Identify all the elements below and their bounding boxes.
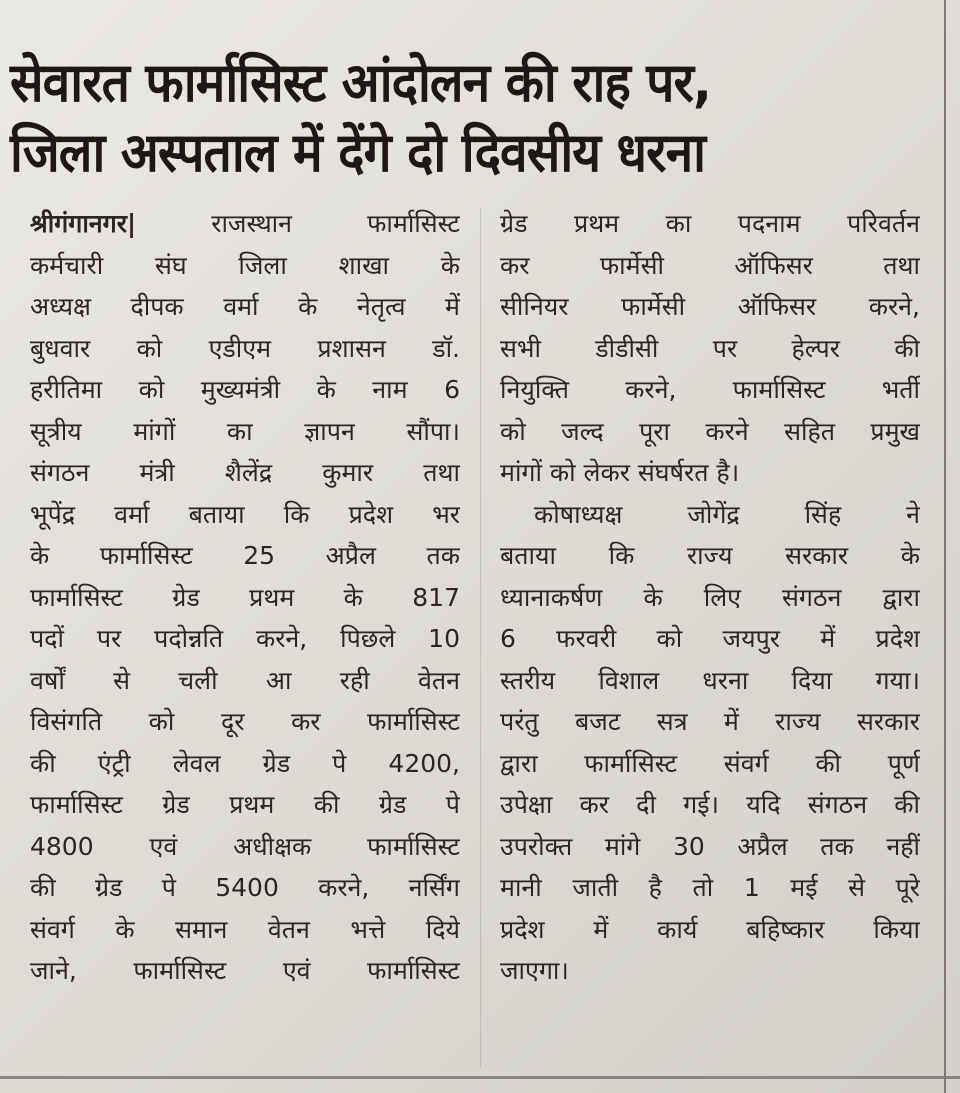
article-column-right xyxy=(500,203,920,992)
body-line: नियुक्ति करने, फार्मासिस्ट भर्ती xyxy=(500,375,920,404)
article-column-left xyxy=(30,203,460,992)
body-line: संवर्ग के समान वेतन भत्ते दिये xyxy=(30,914,460,944)
body-line: की एंट्री लेवल ग्रेड पे 4200, xyxy=(30,748,460,778)
headline xyxy=(10,48,875,188)
body-line: के फार्मासिस्ट 25 अप्रैल तक xyxy=(30,541,460,570)
body-line: हरीतिमा को मुख्यमंत्री के नाम 6 xyxy=(30,375,460,404)
body-line: पदों पर पदोन्नति करने, पिछले 10 xyxy=(30,624,460,653)
right-rule xyxy=(944,0,946,1093)
body-line: कर्मचारी संघ जिला शाखा के xyxy=(30,250,460,280)
body-line: 6 फरवरी को जयपुर में प्रदेश xyxy=(500,624,920,653)
body-line: सभी डीडीसी पर हेल्पर की xyxy=(500,333,920,363)
body-line: की ग्रेड पे 5400 करने, नर्सिंग xyxy=(30,873,460,902)
body-line: फार्मासिस्ट ग्रेड प्रथम के 817 xyxy=(30,582,460,612)
body-line: मानी जाती है तो 1 मई से पूरे xyxy=(500,873,920,902)
body-line: फार्मासिस्ट ग्रेड प्रथम की ग्रेड पे xyxy=(30,790,460,819)
body-line: संगठन मंत्री शैलेंद्र कुमार तथा xyxy=(30,458,460,487)
body-line: बुधवार को एडीएम प्रशासन डॉ. xyxy=(30,333,460,363)
body-line: ध्यानाकर्षण के लिए संगठन द्वारा xyxy=(500,582,920,612)
body-line: उपरोक्त मांगे 30 अप्रैल तक नहीं xyxy=(500,831,920,861)
body-line: द्वारा फार्मासिस्ट संवर्ग की पूर्ण xyxy=(500,748,920,778)
body-line: मांगों को लेकर संघर्षरत है। xyxy=(500,458,740,487)
bottom-rule xyxy=(0,1076,960,1079)
body-line: 4800 एवं अधीक्षक फार्मासिस्ट xyxy=(30,831,460,861)
body-line: जाएगा। xyxy=(500,956,569,985)
body-line: कर फार्मेसी ऑफिसर तथा xyxy=(500,250,920,280)
dateline: श्रीगंगानगर| xyxy=(30,209,137,238)
body-line: परंतु बजट सत्र में राज्य सरकार xyxy=(500,707,920,736)
headline-line-1: सेवारत फार्मासिस्ट आंदोलन की राह पर, xyxy=(10,51,711,114)
body-line: जाने, फार्मासिस्ट एवं फार्मासिस्ट xyxy=(30,956,460,985)
body-line: ग्रेड प्रथम का पदनाम परिवर्तन xyxy=(500,209,920,238)
body-line: उपेक्षा कर दी गई। यदि संगठन की xyxy=(500,790,920,819)
body-line: को जल्द पूरा करने सहित प्रमुख xyxy=(500,416,920,446)
body-line: वर्षों से चली आ रही वेतन xyxy=(30,665,460,695)
body-line: कोषाध्यक्ष जोगेंद्र सिंह ने xyxy=(534,499,920,529)
body-line xyxy=(30,203,460,245)
headline-line-2: जिला अस्पताल में देंगे दो दिवसीय धरना xyxy=(10,121,706,184)
body-line: सूत्रीय मांगों का ज्ञापन सौंपा। xyxy=(30,416,460,446)
body-line: सीनियर फार्मेसी ऑफिसर करने, xyxy=(500,292,920,321)
body-line: अध्यक्ष दीपक वर्मा के नेतृत्व में xyxy=(30,292,460,321)
body-text: राजस्थान फार्मासिस्ट xyxy=(211,209,460,238)
body-line: स्तरीय विशाल धरना दिया गया। xyxy=(500,665,920,695)
body-line: भूपेंद्र वर्मा बताया कि प्रदेश भर xyxy=(30,499,460,529)
body-line: विसंगति को दूर कर फार्मासिस्ट xyxy=(30,707,460,736)
body-line: प्रदेश में कार्य बहिष्कार किया xyxy=(500,914,920,944)
body-line: बताया कि राज्य सरकार के xyxy=(500,541,920,570)
column-divider xyxy=(480,208,481,1068)
